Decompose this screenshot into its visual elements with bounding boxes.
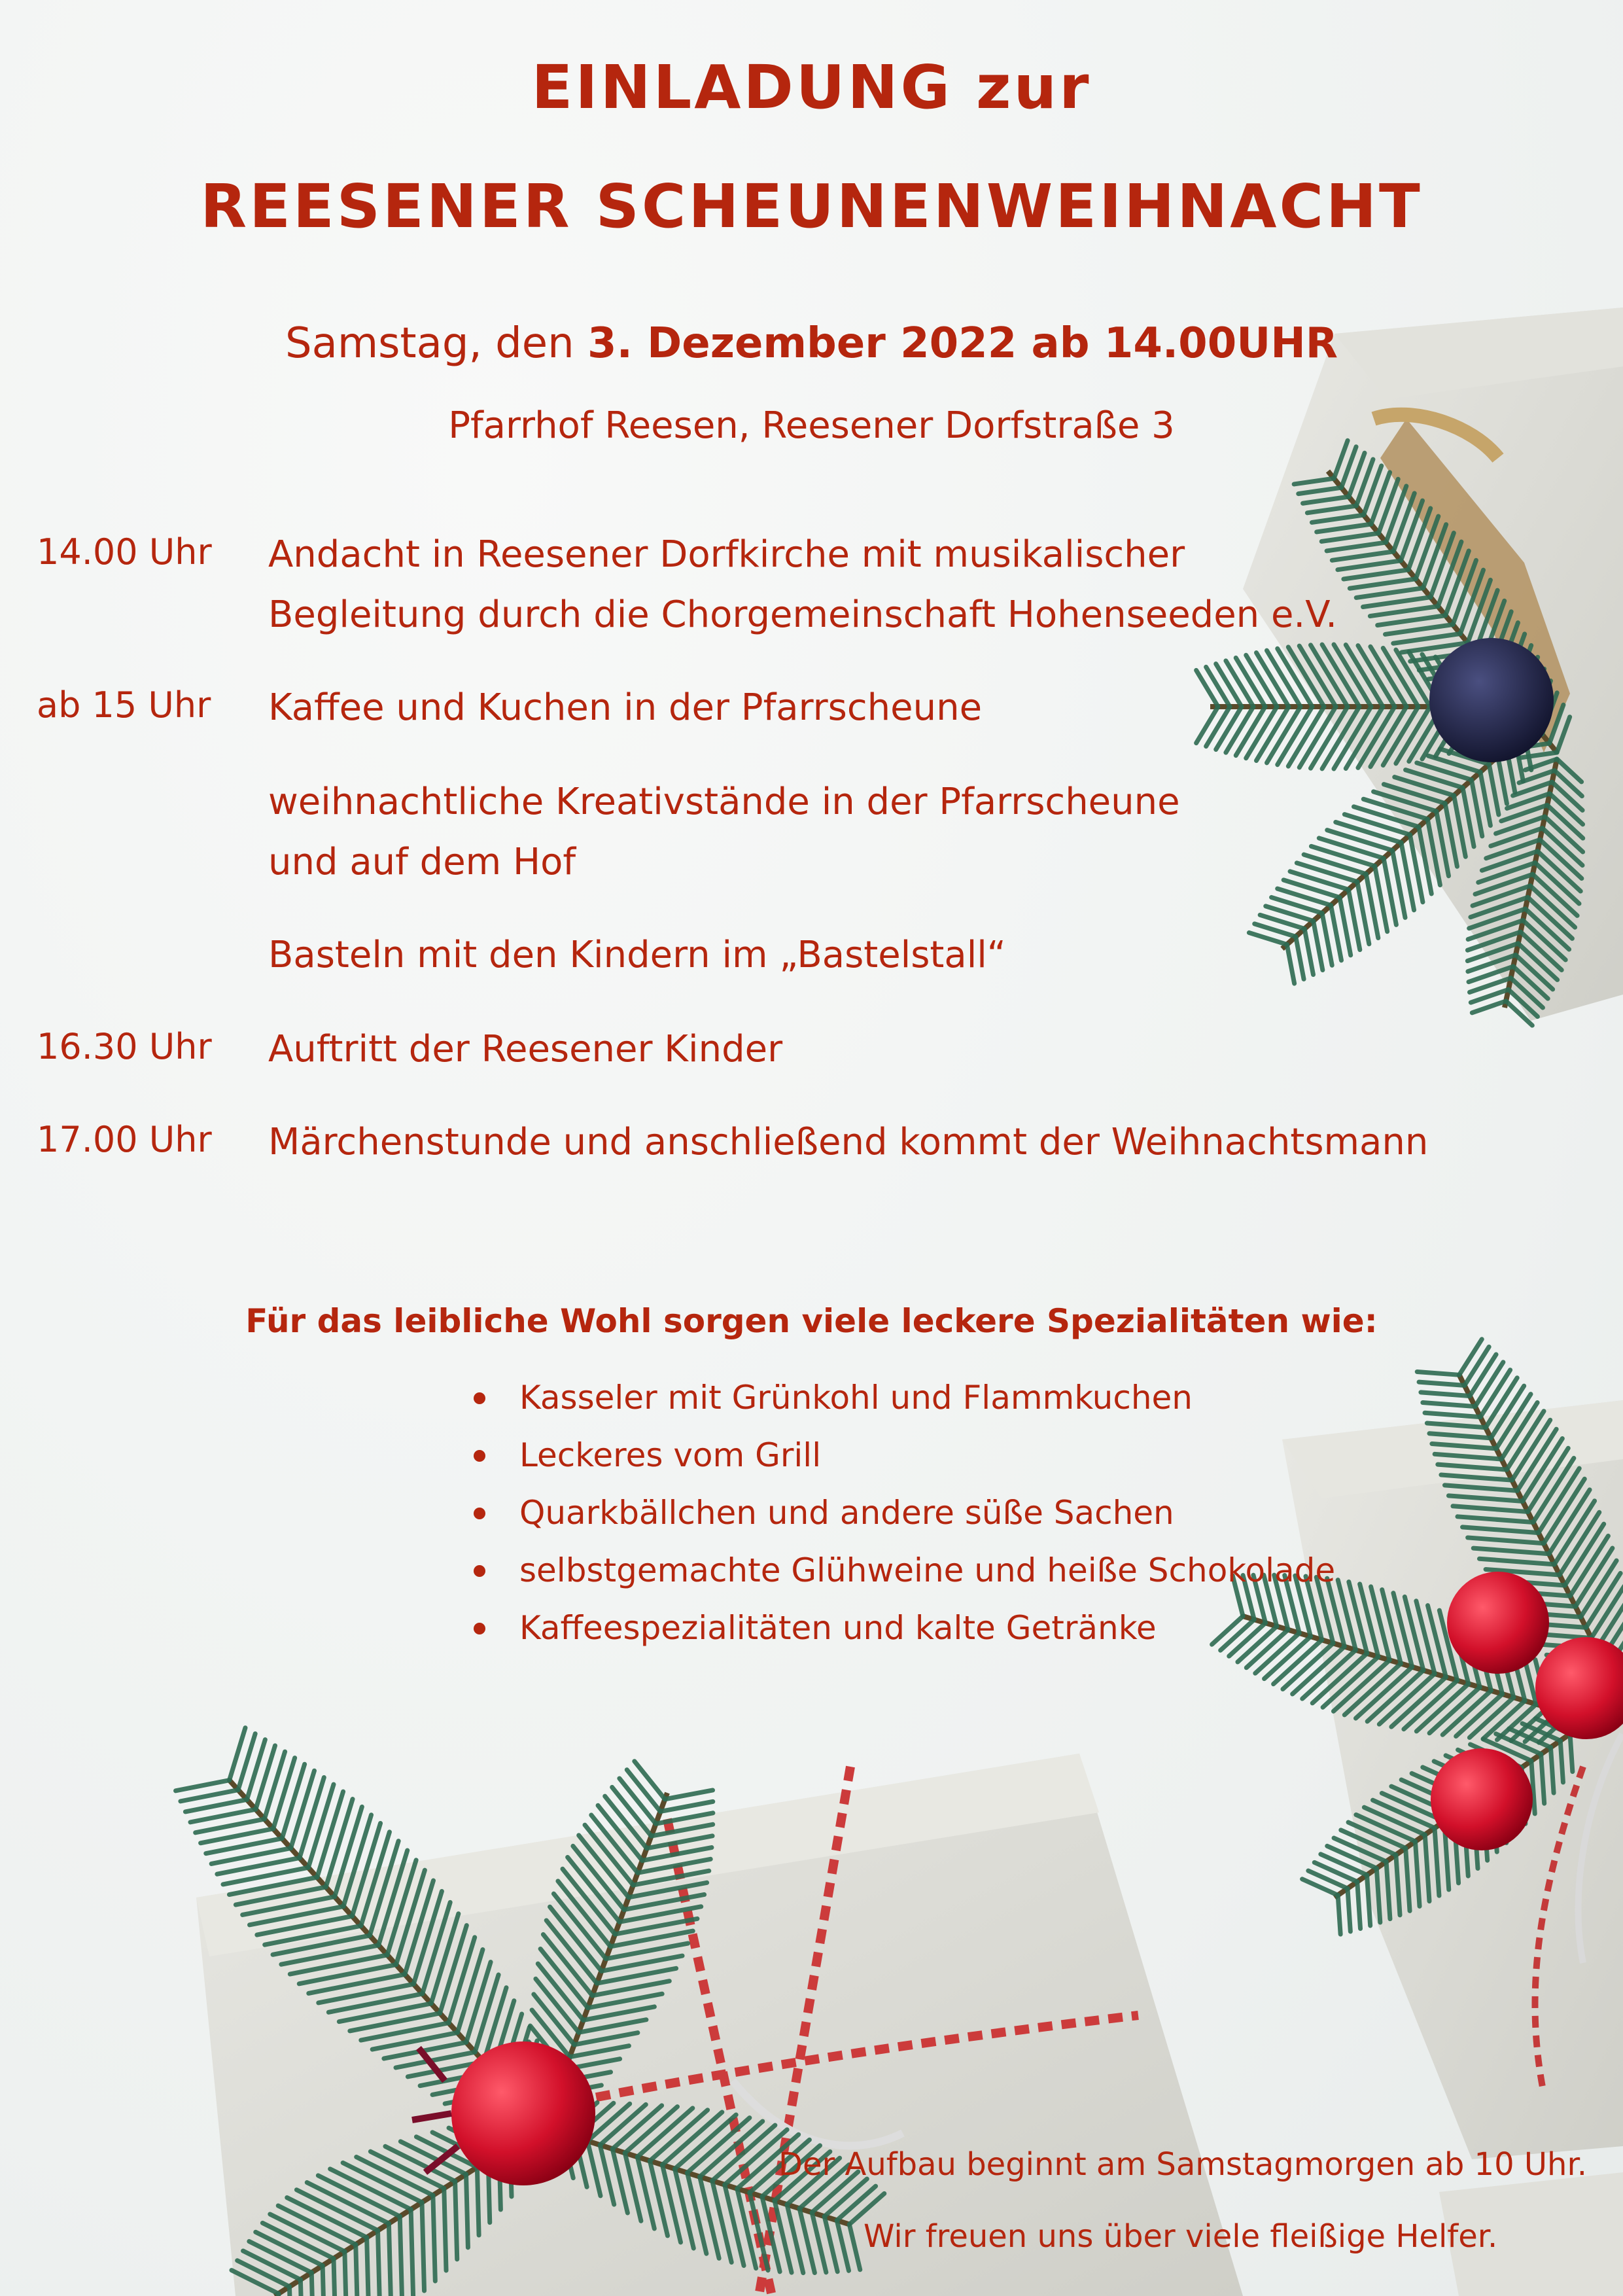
food-item: Kasseler mit Grünkohl und Flammkuchen (471, 1369, 1335, 1426)
title-line-2: REESENER SCHEUNENWEIHNACHT (200, 171, 1423, 241)
schedule-description (268, 1019, 782, 1080)
schedule-line: Begleitung durch die Chorgemeinschaft Hohenseeden e.V. (268, 593, 1338, 636)
event-location: Pfarrhof Reesen, Reesener Dorfstraße 3 (448, 404, 1175, 447)
schedule-time: 14.00 Uhr (37, 531, 212, 573)
food-item: Leckeres vom Grill (471, 1426, 1335, 1484)
title-line-1: EINLADUNG zur (531, 52, 1092, 122)
schedule-description (268, 1112, 1428, 1173)
food-item: Quarkbällchen und andere süße Sachen (471, 1484, 1335, 1542)
schedule-time: ab 15 Uhr (37, 684, 211, 726)
schedule-line: Basteln mit den Kindern im „Bastelstall“ (268, 934, 1006, 976)
schedule-description (268, 678, 982, 738)
schedule-description (268, 525, 1337, 645)
food-item: Kaffeespezialitäten und kalte Getränke (471, 1599, 1335, 1657)
schedule-time: 16.30 Uhr (37, 1026, 212, 1067)
event-date-prefix: Samstag, den (285, 319, 588, 368)
schedule-line: Kaffee und Kuchen in der Pfarrscheune (268, 686, 983, 729)
schedule-line: Andacht in Reesener Dorfkirche mit musikalischer (268, 533, 1185, 576)
schedule-description (268, 925, 1006, 985)
food-item: selbstgemachte Glühweine und heiße Schokolade (471, 1542, 1335, 1599)
event-date-bold: 3. Dezember 2022 ab 14.00UHR (587, 319, 1338, 368)
schedule-description (268, 772, 1180, 892)
schedule-line: Auftritt der Reesener Kinder (268, 1028, 783, 1070)
footer-line-1: Der Aufbau beginnt am Samstagmorgen ab 10 Uhr. (778, 2146, 1588, 2183)
schedule-time: 17.00 Uhr (37, 1119, 212, 1160)
footer-line-2: Wir freuen uns über viele fleißige Helfer. (864, 2218, 1498, 2255)
food-heading: Für das leibliche Wohl sorgen viele leckere Spezialitäten wie: (245, 1302, 1378, 1340)
schedule-line: und auf dem Hof (268, 841, 576, 883)
dark-berry-cluster (1429, 638, 1554, 762)
schedule-line: weihnachtliche Kreativstände in der Pfarrscheune (268, 781, 1180, 823)
schedule-line: Märchenstunde und anschließend kommt der Weihnachtsmann (268, 1121, 1429, 1163)
event-date (0, 319, 1623, 368)
food-list (471, 1369, 1335, 1657)
